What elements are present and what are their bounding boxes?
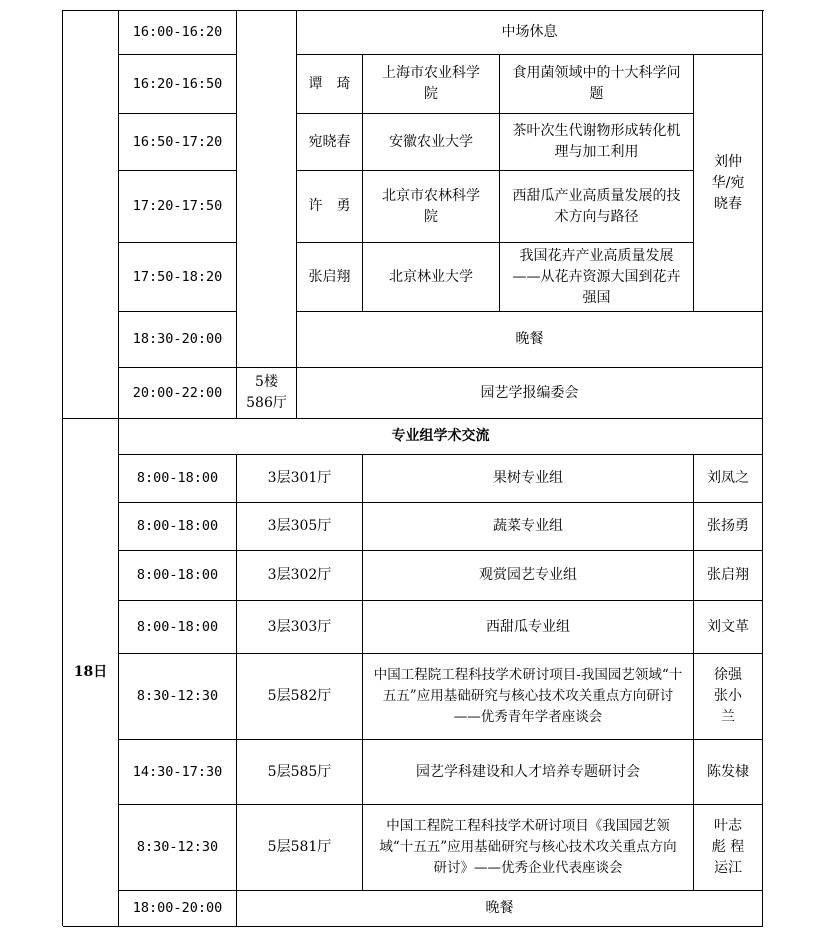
talk-title: 食用菌领域中的十大科学问题 — [500, 55, 694, 114]
talk-title: 西甜瓜产业高质量发展的技术方向与路径 — [500, 171, 694, 243]
dinner-time: 18:00-20:00 — [119, 891, 237, 927]
session-time: 8:00-18:00 — [119, 455, 237, 503]
session-host: 徐强 张小兰 — [694, 654, 763, 740]
break-time: 16:00-16:20 — [119, 11, 237, 55]
session-topic: 园艺学科建设和人才培养专题研讨会 — [363, 740, 694, 805]
session-chair: 刘仲华/宛晓春 — [694, 55, 763, 312]
session-host: 陈发棣 — [694, 740, 763, 805]
session-topic: 中国工程院工程科技学术研讨项目-我国园艺领域“十五五”应用基础研究与核心技术攻关重点方向研讨——优秀青年学者座谈会 — [363, 654, 694, 740]
session-host: 叶志彪 程运江 — [694, 805, 763, 891]
session-time: 14:30-17:30 — [119, 740, 237, 805]
session-venue: 3层302厅 — [237, 551, 363, 601]
session-time: 8:30-12:30 — [119, 654, 237, 740]
session-time: 8:00-18:00 — [119, 503, 237, 551]
session-host: 刘文革 — [694, 601, 763, 654]
venue-cell-blank — [237, 11, 297, 368]
board-venue: 5楼586厅 — [237, 368, 297, 419]
talk-org: 北京林业大学 — [363, 243, 500, 312]
session-host: 张扬勇 — [694, 503, 763, 551]
session-venue: 5层582厅 — [237, 654, 363, 740]
schedule-table — [62, 10, 764, 926]
board-label: 园艺学报编委会 — [297, 368, 763, 419]
session-venue: 3层305厅 — [237, 503, 363, 551]
session-venue: 5层585厅 — [237, 740, 363, 805]
session-topic: 观赏园艺专业组 — [363, 551, 694, 601]
date-cell-blank — [63, 11, 119, 419]
talk-time: 16:20-16:50 — [119, 55, 237, 114]
dinner-time: 18:30-20:00 — [119, 312, 237, 368]
break-label: 中场休息 — [297, 11, 763, 55]
session-time: 8:30-12:30 — [119, 805, 237, 891]
talk-org: 安徽农业大学 — [363, 114, 500, 171]
talk-title: 我国花卉产业高质量发展——从花卉资源大国到花卉强国 — [500, 243, 694, 312]
dinner-label: 晚餐 — [237, 891, 763, 927]
session-venue: 3层301厅 — [237, 455, 363, 503]
talk-time: 17:50-18:20 — [119, 243, 237, 312]
talk-speaker: 谭 琦 — [297, 55, 363, 114]
talk-speaker: 许 勇 — [297, 171, 363, 243]
session-venue: 5层581厅 — [237, 805, 363, 891]
talk-org: 上海市农业科学院 — [363, 55, 500, 114]
dinner-label: 晚餐 — [297, 312, 763, 368]
session-venue: 3层303厅 — [237, 601, 363, 654]
session-topic: 果树专业组 — [363, 455, 694, 503]
talk-org: 北京市农林科学院 — [363, 171, 500, 243]
talk-speaker: 宛晓春 — [297, 114, 363, 171]
talk-speaker: 张启翔 — [297, 243, 363, 312]
talk-time: 16:50-17:20 — [119, 114, 237, 171]
session-time: 8:00-18:00 — [119, 601, 237, 654]
session-topic: 中国工程院工程科技学术研讨项目《我国园艺领域“十五五”应用基础研究与核心技术攻关重点方向研讨》——优秀企业代表座谈会 — [363, 805, 694, 891]
talk-title: 茶叶次生代谢物形成转化机理与加工利用 — [500, 114, 694, 171]
talk-time: 17:20-17:50 — [119, 171, 237, 243]
section-title: 专业组学术交流 — [119, 419, 763, 455]
session-topic: 蔬菜专业组 — [363, 503, 694, 551]
board-time: 20:00-22:00 — [119, 368, 237, 419]
date-18: 18日 — [63, 419, 119, 927]
session-host: 刘凤之 — [694, 455, 763, 503]
session-time: 8:00-18:00 — [119, 551, 237, 601]
session-topic: 西甜瓜专业组 — [363, 601, 694, 654]
session-host: 张启翔 — [694, 551, 763, 601]
